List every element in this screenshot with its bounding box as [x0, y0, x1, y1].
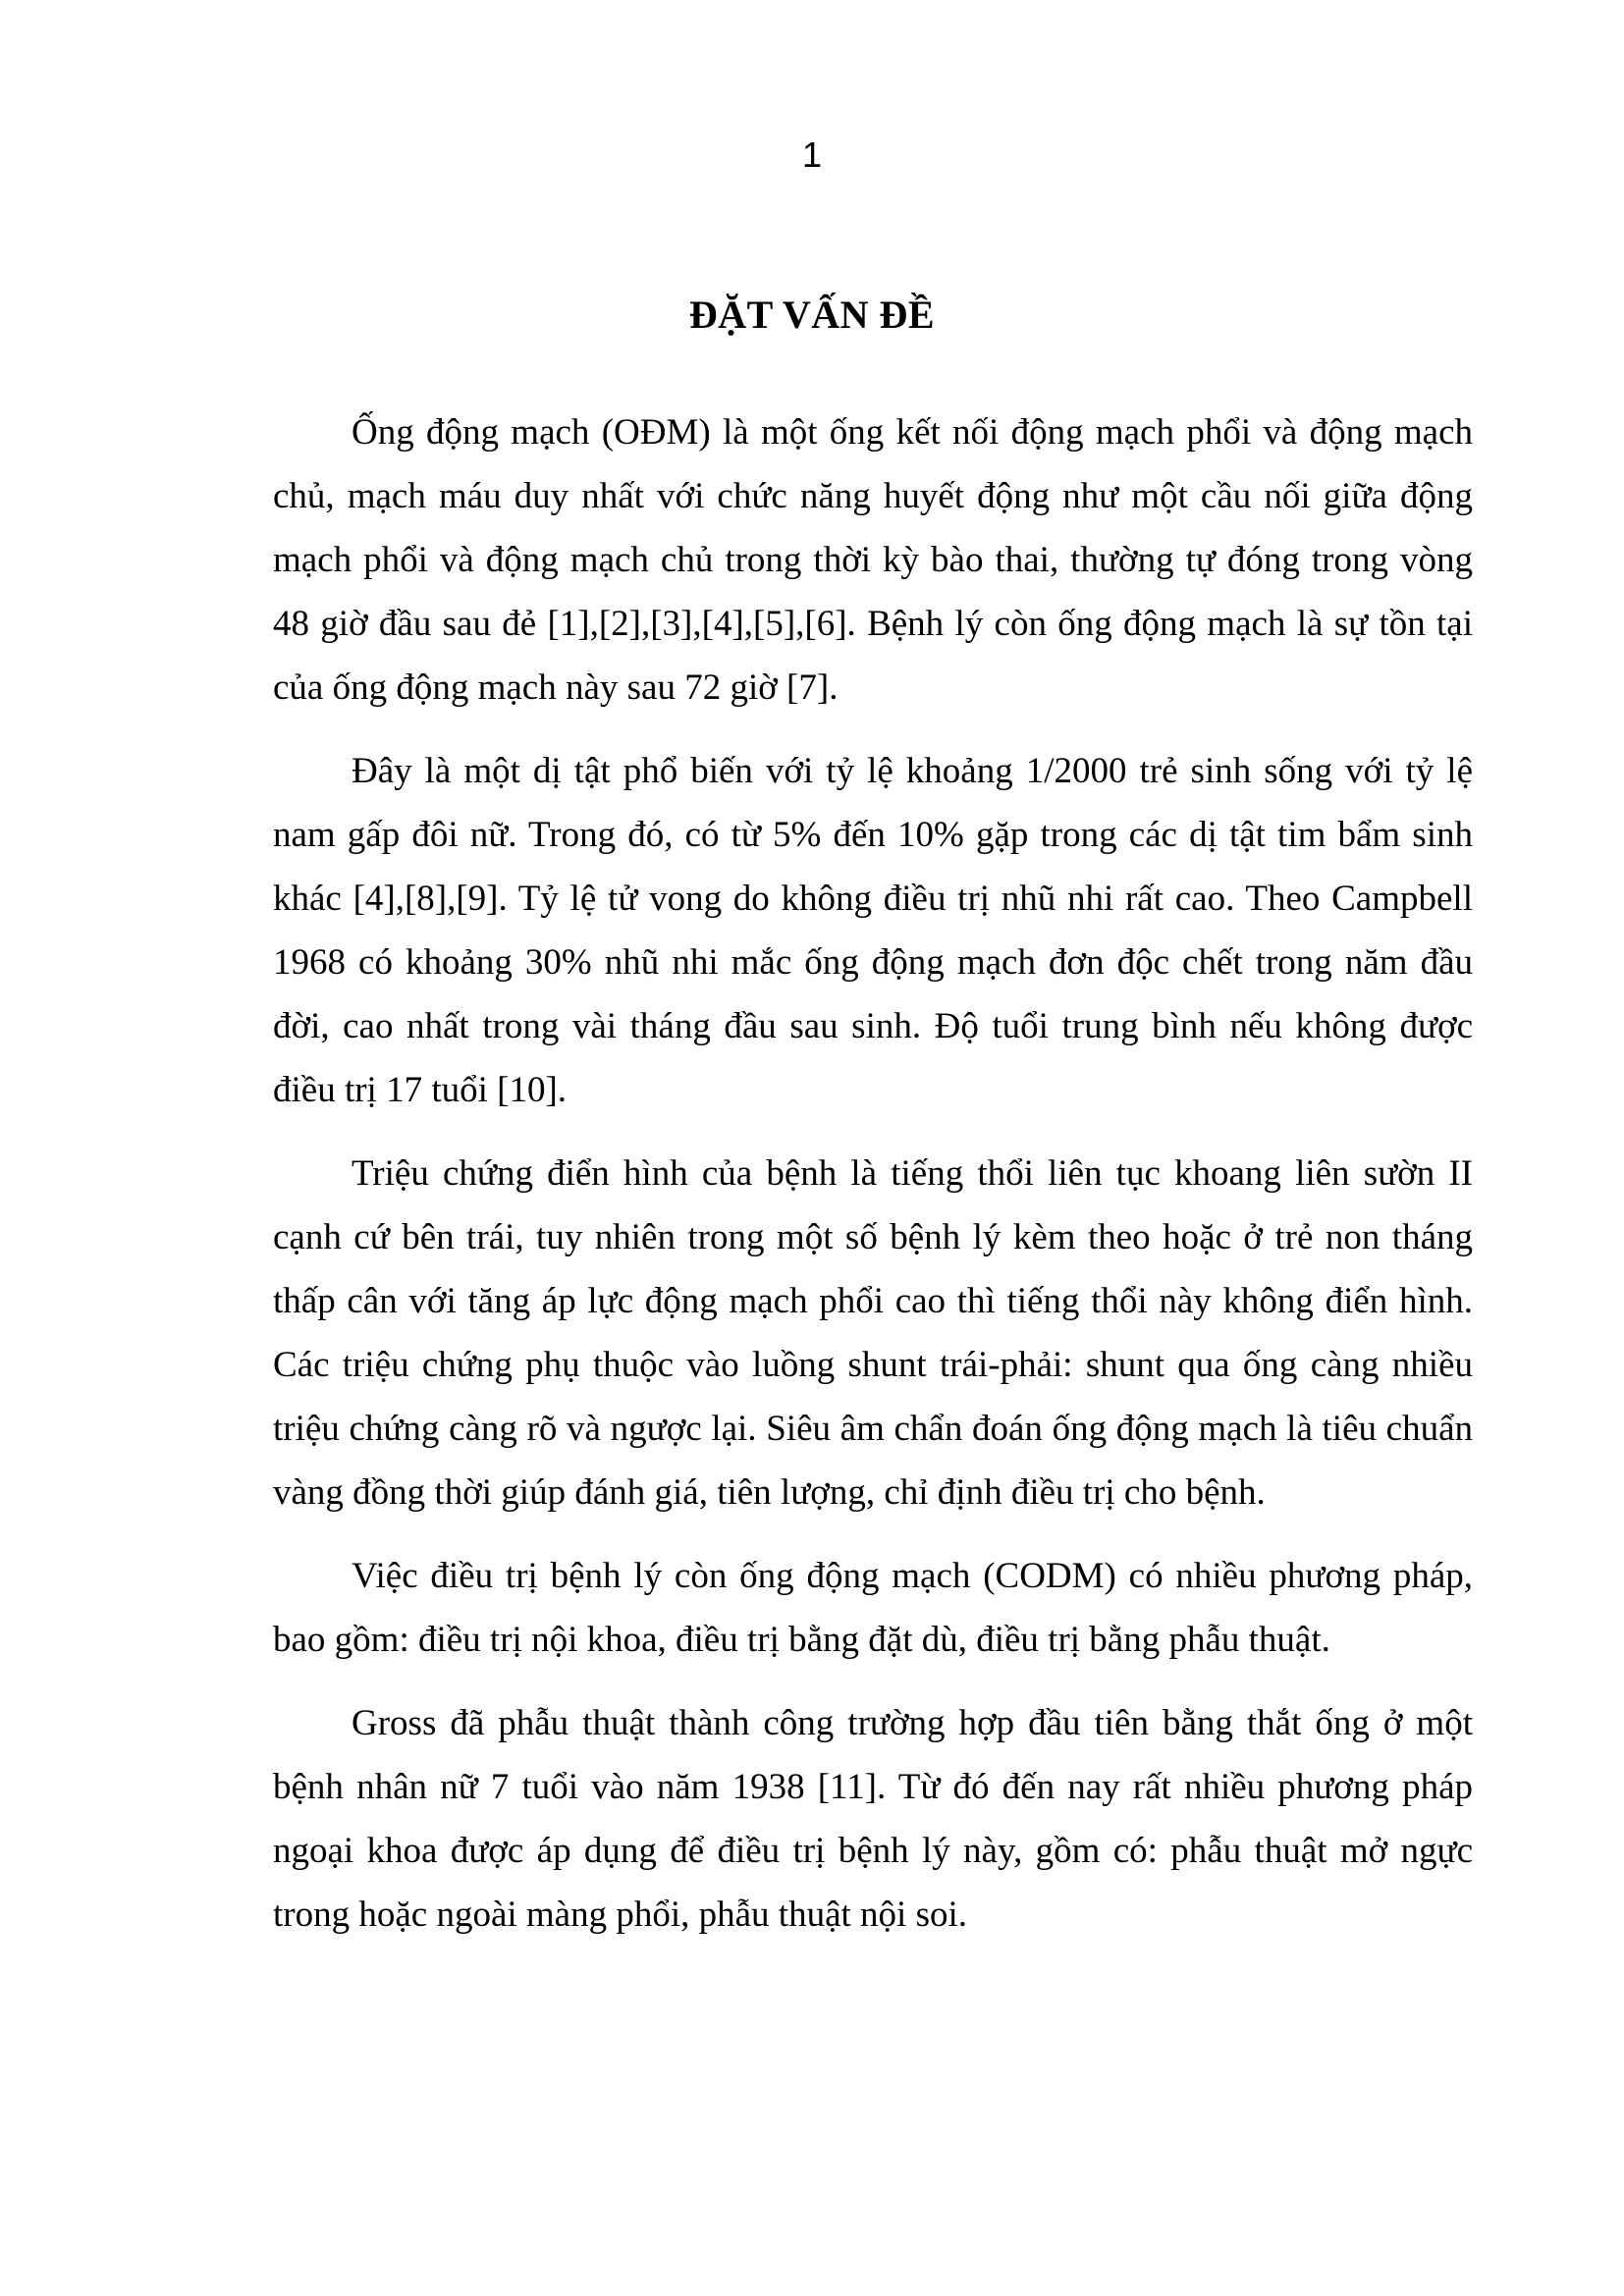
section-title: ĐẶT VẤN ĐỀ — [688, 293, 936, 337]
body-text — [273, 400, 1473, 1966]
paragraph-surgical-history: Gross đã phẫu thuật thành công trường hợp đầu tiên bằng thắt ống ở một bệnh nhân nữ 7 tuổi vào năm 1938 [11]. Từ đó đến nay rất nhiều phương pháp ngoại khoa được áp dụng để điều trị bệnh lý này, gồm có: phẫu thuật mở ngực trong hoặc ngoài màng phổi, phẫu thuật nội soi. — [273, 1703, 1473, 1935]
paragraph-prevalence: Đây là một dị tật phổ biến với tỷ lệ khoảng 1/2000 trẻ sinh sống với tỷ lệ nam gấp đôi nữ. Trong đó, có từ 5% đến 10% gặp trong các dị tật tim bẩm sinh khác [4],[8],[9]. Tỷ lệ tử vong do không điều trị nhũ nhi rất cao. Theo Campbell 1968 có khoảng 30% nhũ nhi mắc ống động mạch đơn độc chết trong năm đầu đời, cao nhất trong vài tháng đầu sau sinh. Độ tuổi trung bình nếu không được điều trị 17 tuổi [10]. — [273, 751, 1473, 1110]
paragraph-symptoms: Triệu chứng điển hình của bệnh là tiếng thổi liên tục khoang liên sườn II cạnh cứ bên trái, tuy nhiên trong một số bệnh lý kèm theo hoặc ở trẻ non tháng thấp cân với tăng áp lực động mạch phổi cao thì tiếng thổi này không điển hình. Các triệu chứng phụ thuộc vào luồng shunt trái-phải: shunt qua ống càng nhiều triệu chứng càng rõ và ngược lại. Siêu âm chẩn đoán ống động mạch là tiêu chuẩn vàng đồng thời giúp đánh giá, tiên lượng, chỉ định điều trị cho bệnh. — [273, 1153, 1473, 1513]
paragraph-treatment-methods: Việc điều trị bệnh lý còn ống động mạch (CODM) có nhiều phương pháp, bao gồm: điều trị nội khoa, điều trị bằng đặt dù, điều trị bằng phẫu thuật. — [273, 1556, 1473, 1660]
page-number: 1 — [801, 134, 823, 175]
paragraph-intro-ductus: Ống động mạch (OĐM) là một ống kết nối động mạch phổi và động mạch chủ, mạch máu duy nhất với chức năng huyết động như một cầu nối giữa động mạch phổi và động mạch chủ trong thời kỳ bào thai, thường tự đóng trong vòng 48 giờ đầu sau đẻ [1],[2],[3],[4],[5],[6]. Bệnh lý còn ống động mạch là sự tồn tại của ống động mạch này sau 72 giờ [7]. — [273, 412, 1473, 708]
